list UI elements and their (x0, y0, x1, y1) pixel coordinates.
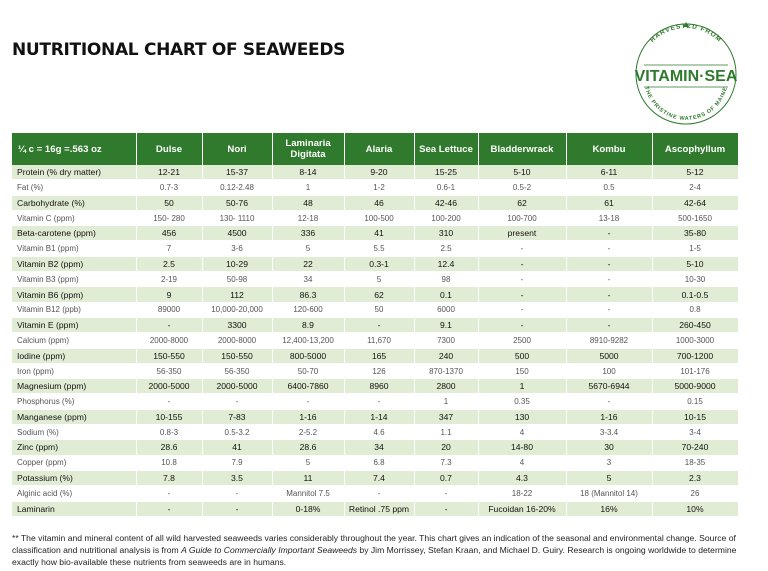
nutrient-value: 7 (136, 241, 202, 256)
nutrient-label: Vitamin B12 (ppb) (12, 302, 136, 317)
svg-text:HARVESTED FROM (649, 23, 723, 44)
table-row (12, 333, 738, 348)
nutrient-label: Zinc (ppm) (12, 440, 136, 455)
page-title: NUTRITIONAL CHART OF SEAWEEDS (12, 40, 346, 60)
nutrient-value: 50-76 (202, 195, 272, 210)
nutrient-value: 6.8 (344, 455, 414, 470)
nutrient-value: 1 (414, 394, 478, 409)
nutrient-value: - (136, 501, 202, 516)
nutrient-value: 150 (478, 363, 566, 378)
nutrient-value: 18 (Mannitol 14) (566, 486, 652, 501)
header-seaweed: Sea Lettuce (414, 133, 478, 165)
nutrient-value: 0.35 (478, 394, 566, 409)
nutrient-value: 1-16 (566, 409, 652, 424)
nutrient-value: 22 (272, 256, 344, 271)
footnote-book-title: A Guide to Commercially Important Seaweeds (181, 545, 358, 555)
nutrient-value: 800-5000 (272, 348, 344, 363)
nutrient-value: - (414, 486, 478, 501)
nutrient-value: - (136, 394, 202, 409)
nutrient-value: 0.6-1 (414, 180, 478, 195)
nutrient-value: 50-70 (272, 363, 344, 378)
nutrient-label: Protein (% dry matter) (12, 165, 136, 180)
header-seaweed: Ascophyllum (652, 133, 738, 165)
nutrient-label: Carbohydrate (%) (12, 195, 136, 210)
nutrient-value: 42-64 (652, 195, 738, 210)
table-row (12, 379, 738, 394)
nutrient-value: 8910-9282 (566, 333, 652, 348)
nutrient-value: 86.3 (272, 287, 344, 302)
nutrient-value: 2.5 (136, 256, 202, 271)
logo-name: VITAMIN·SEA (634, 68, 738, 85)
nutrient-value: 1 (478, 379, 566, 394)
nutrient-value: 7-83 (202, 409, 272, 424)
nutrient-value: 0.5-3.2 (202, 425, 272, 440)
nutrient-value: 3-3.4 (566, 425, 652, 440)
nutrient-value: 1-16 (272, 409, 344, 424)
nutrient-value: 1-5 (652, 241, 738, 256)
nutrient-value: 62 (478, 195, 566, 210)
nutrient-value: - (566, 317, 652, 332)
nutrient-label: Beta-carotene (ppm) (12, 226, 136, 241)
header-seaweed: Kombu (566, 133, 652, 165)
table-header-row (12, 133, 738, 165)
nutrient-value: - (478, 241, 566, 256)
nutrient-value: 8-14 (272, 165, 344, 180)
nutrient-value: 870-1370 (414, 363, 478, 378)
nutrient-value: 13-18 (566, 210, 652, 225)
nutrient-value: 100-700 (478, 210, 566, 225)
nutrient-value: 62 (344, 287, 414, 302)
nutrient-value: 28.6 (272, 440, 344, 455)
nutrient-value: 6400-7860 (272, 379, 344, 394)
nutrient-value: 35-80 (652, 226, 738, 241)
nutrient-value: 5 (272, 455, 344, 470)
nutrient-value: 4 (478, 425, 566, 440)
nutrient-value: - (202, 394, 272, 409)
nutrient-label: Fat (%) (12, 180, 136, 195)
nutrient-value: - (478, 302, 566, 317)
nutrient-label: Laminarin (12, 501, 136, 516)
nutrient-value: 5670-6944 (566, 379, 652, 394)
nutrient-value: 28.6 (136, 440, 202, 455)
nutrient-value: 150-550 (136, 348, 202, 363)
nutrient-value: 2000-8000 (136, 333, 202, 348)
nutrient-label: Iron (ppm) (12, 363, 136, 378)
table-row (12, 210, 738, 225)
table-row (12, 348, 738, 363)
nutrient-value: 3300 (202, 317, 272, 332)
nutrient-value: 2-4 (652, 180, 738, 195)
nutrient-value: 700-1200 (652, 348, 738, 363)
nutrient-value: - (566, 226, 652, 241)
nutrient-value: 126 (344, 363, 414, 378)
nutrient-value: 1000-3000 (652, 333, 738, 348)
nutrient-value: - (566, 394, 652, 409)
nutrient-value: 165 (344, 348, 414, 363)
nutrient-value: 150- 280 (136, 210, 202, 225)
nutrient-label: Phosphorus (%) (12, 394, 136, 409)
nutrient-value: 10-30 (652, 272, 738, 287)
nutrient-value: 5-10 (652, 256, 738, 271)
nutrient-value: 12.4 (414, 256, 478, 271)
nutrient-label: Vitamin B3 (ppm) (12, 272, 136, 287)
nutrient-value: 10-155 (136, 409, 202, 424)
nutrient-label: Vitamin B2 (ppm) (12, 256, 136, 271)
nutrient-value: 336 (272, 226, 344, 241)
nutrient-value: 4.3 (478, 470, 566, 485)
nutrient-value: - (272, 394, 344, 409)
header-seaweed: Bladderwrack (478, 133, 566, 165)
svg-text:THE PRISTINE WATERS OF MAINE (643, 86, 729, 122)
nutrient-value: 3.5 (202, 470, 272, 485)
table-row (12, 394, 738, 409)
nutrient-value: 12,400-13,200 (272, 333, 344, 348)
nutrient-value: 0.3-1 (344, 256, 414, 271)
table-row (12, 226, 738, 241)
nutrient-value: 56-350 (136, 363, 202, 378)
table-row (12, 455, 738, 470)
nutrient-value: 1-14 (344, 409, 414, 424)
nutrient-value: 347 (414, 409, 478, 424)
nutrient-value: 5 (272, 241, 344, 256)
nutrient-value: 61 (566, 195, 652, 210)
nutrient-value: - (478, 287, 566, 302)
footnote-text-2: by Jim Morrissey, Stefan Kraan, and Michael D. Guiry. Research is ongoing worldwide to determine exactly how bio-available these nutrients from seaweeds are in humans. (12, 545, 737, 567)
header-serving-size: ¼ c = 16g =.563 oz (12, 133, 136, 165)
nutrient-value: 130 (478, 409, 566, 424)
nutrient-label: Vitamin B1 (ppm) (12, 241, 136, 256)
nutrient-value: 100-500 (344, 210, 414, 225)
nutrient-label: Magnesium (ppm) (12, 379, 136, 394)
nutrient-value: 9 (136, 287, 202, 302)
nutrient-value: - (478, 256, 566, 271)
table-row (12, 501, 738, 516)
nutrient-value: 500 (478, 348, 566, 363)
nutrient-value: 14-80 (478, 440, 566, 455)
nutrient-value: - (478, 317, 566, 332)
table-row (12, 409, 738, 424)
nutrient-label: Potassium (%) (12, 470, 136, 485)
logo-top-text: HARVESTED FROM (648, 22, 724, 44)
nutrient-value: 0.8 (652, 302, 738, 317)
nutrient-value: 5 (344, 272, 414, 287)
nutrient-value: 150-550 (202, 348, 272, 363)
nutrient-value: 34 (344, 440, 414, 455)
nutrient-value: 0.5 (566, 180, 652, 195)
nutrient-value: 10-29 (202, 256, 272, 271)
nutrient-value: 101-176 (652, 363, 738, 378)
nutrient-value: 98 (414, 272, 478, 287)
nutrient-value: 5.5 (344, 241, 414, 256)
nutrient-value: 12-21 (136, 165, 202, 180)
nutrient-value: 30 (566, 440, 652, 455)
nutrient-value: 10% (652, 501, 738, 516)
nutrient-value: 16% (566, 501, 652, 516)
nutrient-value: 10,000-20,000 (202, 302, 272, 317)
nutrient-value: 2-5.2 (272, 425, 344, 440)
nutrient-value: 15-25 (414, 165, 478, 180)
nutrient-value: 2500 (478, 333, 566, 348)
nutrient-value: 5000 (566, 348, 652, 363)
nutrient-value: 100-200 (414, 210, 478, 225)
nutrient-label: Alginic acid (%) (12, 486, 136, 501)
nutrient-value: 56-350 (202, 363, 272, 378)
nutrient-value: 0.5-2 (478, 180, 566, 195)
table-row (12, 241, 738, 256)
nutrient-value: 46 (344, 195, 414, 210)
table-row (12, 302, 738, 317)
table-row (12, 486, 738, 501)
nutrient-value: 7.3 (414, 455, 478, 470)
nutrient-value: 34 (272, 272, 344, 287)
nutrient-value: 9.1 (414, 317, 478, 332)
nutrient-value: 8.9 (272, 317, 344, 332)
nutrient-value: 0.15 (652, 394, 738, 409)
nutrient-value: 10-15 (652, 409, 738, 424)
table-row (12, 425, 738, 440)
nutrient-value: 42-46 (414, 195, 478, 210)
nutrient-value: - (136, 486, 202, 501)
nutrient-value: 7.9 (202, 455, 272, 470)
nutrient-value: Retinol .75 ppm (344, 501, 414, 516)
nutrient-value: 9-20 (344, 165, 414, 180)
nutrient-value: 0.7 (414, 470, 478, 485)
nutrient-value: 12-18 (272, 210, 344, 225)
header-seaweed: Dulse (136, 133, 202, 165)
nutrient-value: - (566, 256, 652, 271)
table-row (12, 317, 738, 332)
nutrient-value: 3-6 (202, 241, 272, 256)
nutrient-value: 20 (414, 440, 478, 455)
header-seaweed: Alaria (344, 133, 414, 165)
nutrient-label: Sodium (%) (12, 425, 136, 440)
nutrient-value: 2.3 (652, 470, 738, 485)
vitamin-sea-logo (614, 16, 758, 126)
nutrient-value: 1 (272, 180, 344, 195)
nutrient-value: 240 (414, 348, 478, 363)
table-row (12, 180, 738, 195)
nutrient-label: Vitamin B6 (ppm) (12, 287, 136, 302)
nutrient-label: Manganese (ppm) (12, 409, 136, 424)
nutrient-value: 0.8-3 (136, 425, 202, 440)
table-row (12, 256, 738, 271)
nutrient-value: - (566, 272, 652, 287)
nutrient-value: - (344, 317, 414, 332)
nutrient-value: 4 (478, 455, 566, 470)
nutrient-value: 18-35 (652, 455, 738, 470)
nutrient-value: 2000-8000 (202, 333, 272, 348)
nutrient-value: 3 (566, 455, 652, 470)
nutrient-value: - (566, 287, 652, 302)
nutrient-value: 41 (202, 440, 272, 455)
nutrient-value: 6-11 (566, 165, 652, 180)
nutrient-value: 130- 1110 (202, 210, 272, 225)
nutrient-value: 8960 (344, 379, 414, 394)
nutrient-value: 0.12-2.48 (202, 180, 272, 195)
nutrient-value: 2000-5000 (136, 379, 202, 394)
nutrient-value: 5-12 (652, 165, 738, 180)
nutrient-label: Vitamin C (ppm) (12, 210, 136, 225)
nutrient-value: 70-240 (652, 440, 738, 455)
nutrient-value: - (414, 501, 478, 516)
nutrient-value: 5-10 (478, 165, 566, 180)
table-row (12, 440, 738, 455)
nutrient-value: - (202, 501, 272, 516)
nutrient-value: 0.7-3 (136, 180, 202, 195)
nutrient-value: 6000 (414, 302, 478, 317)
nutrient-value: 50 (136, 195, 202, 210)
header-seaweed: Laminaria Digitata (272, 133, 344, 165)
nutrient-value: Mannitol 7.5 (272, 486, 344, 501)
footnote-text-1: ** The vitamin and mineral content of all wild harvested seaweeds varies considerably throughout the year. This chart gives an indication of the seasonal and environmental change. Source of classification and nutritional analysis is from (12, 533, 736, 555)
nutrient-value: 2000-5000 (202, 379, 272, 394)
nutrient-value: 4.6 (344, 425, 414, 440)
nutrient-value: 3-4 (652, 425, 738, 440)
header-seaweed: Nori (202, 133, 272, 165)
nutrient-value: 89000 (136, 302, 202, 317)
nutrient-value: 7.8 (136, 470, 202, 485)
table-row (12, 363, 738, 378)
nutrient-value: 0.1 (414, 287, 478, 302)
nutrient-value: 500-1650 (652, 210, 738, 225)
nutrient-value: 5000-9000 (652, 379, 738, 394)
nutrient-label: Copper (ppm) (12, 455, 136, 470)
table-body (12, 165, 738, 516)
table-row (12, 287, 738, 302)
nutrient-value: - (478, 272, 566, 287)
footnote (12, 532, 750, 568)
nutrient-label: Vitamin E (ppm) (12, 317, 136, 332)
nutrient-value: present (478, 226, 566, 241)
nutrient-value: - (344, 486, 414, 501)
nutrient-value: 50-98 (202, 272, 272, 287)
nutrient-value: - (202, 486, 272, 501)
nutrient-value: 2.5 (414, 241, 478, 256)
table-row (12, 470, 738, 485)
nutrient-value: 48 (272, 195, 344, 210)
table-row (12, 272, 738, 287)
nutrient-value: 7300 (414, 333, 478, 348)
nutrient-value: 260-450 (652, 317, 738, 332)
nutrient-value: 112 (202, 287, 272, 302)
nutrient-value: 0-18% (272, 501, 344, 516)
nutrient-value: 10.8 (136, 455, 202, 470)
nutrient-value: - (566, 302, 652, 317)
nutrient-value: 15-37 (202, 165, 272, 180)
nutrient-value: 11 (272, 470, 344, 485)
nutrient-value: 26 (652, 486, 738, 501)
nutrient-value: 1-2 (344, 180, 414, 195)
nutrient-value: 7.4 (344, 470, 414, 485)
nutrient-value: 2-19 (136, 272, 202, 287)
nutrient-value: 310 (414, 226, 478, 241)
nutrient-value: 41 (344, 226, 414, 241)
nutrient-value: 11,670 (344, 333, 414, 348)
nutrient-value: - (136, 317, 202, 332)
nutrient-value: 1.1 (414, 425, 478, 440)
logo-bottom-text: THE PRISTINE WATERS OF MAINE (642, 85, 730, 123)
table-row (12, 195, 738, 210)
nutrient-value: - (344, 394, 414, 409)
nutrient-value: 18-22 (478, 486, 566, 501)
nutrient-label: Calcium (ppm) (12, 333, 136, 348)
nutrient-value: 0.1-0.5 (652, 287, 738, 302)
nutrient-value: 5 (566, 470, 652, 485)
nutrient-value: 4500 (202, 226, 272, 241)
nutrient-value: 120-600 (272, 302, 344, 317)
table-row (12, 165, 738, 180)
nutrition-table (12, 133, 739, 517)
nutrient-value: 456 (136, 226, 202, 241)
nutrient-label: Iodine (ppm) (12, 348, 136, 363)
nutrient-value: - (566, 241, 652, 256)
nutrient-value: Fucoidan 16-20% (478, 501, 566, 516)
nutrient-value: 100 (566, 363, 652, 378)
nutrient-value: 50 (344, 302, 414, 317)
nutrient-value: 2800 (414, 379, 478, 394)
